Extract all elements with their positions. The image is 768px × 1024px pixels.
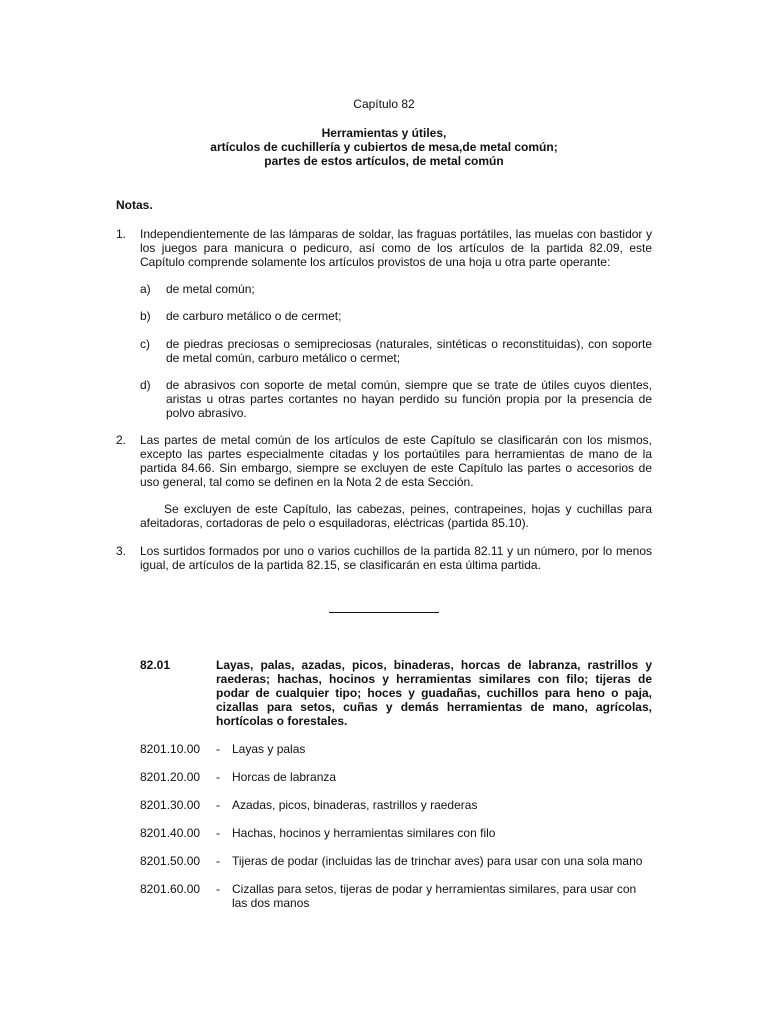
subitem-letter: d) <box>140 378 151 392</box>
tariff-code: 8201.30.00 <box>140 798 201 812</box>
note-text: Los surtidos formados por uno o varios cuchillos de la partida 82.11 y un número, por lo menos igual, de artículos de la partida 82.15, se clasificarán en esta última partida. <box>140 544 652 572</box>
subitem-text: de carburo metálico o de cermet; <box>166 309 342 323</box>
heading-text: Layas, palas, azadas, picos, binaderas, horcas de labranza, rastrillos y raederas; hachas, hocinos y herramientas similares con filo; tijeras de podar de cualquier tipo; hoces y guadañas, cuchillos para heno o paja, cizallas para setos, cuñas y demás herramientas de mano, agrícolas, hortícolas o forestales. <box>216 658 652 728</box>
tariff-description: Horcas de labranza <box>232 770 337 784</box>
heading-code: 82.01 <box>140 658 171 672</box>
tariff-dash: - <box>216 742 220 756</box>
note-number: 1. <box>116 227 127 241</box>
note-text: Las partes de metal común de los artículos de este Capítulo se clasificarán con los mismos, excepto las partes especialmente citadas y los portaútiles para herramientas de mano de la partida 84.66. Sin embargo, siempre se excluyen de este Capítulo las partes o accesorios de uso general, tal como se definen en la Nota 2 de esta Sección. <box>140 433 652 489</box>
tariff-code: 8201.20.00 <box>140 770 201 784</box>
tariff-code: 8201.10.00 <box>140 742 201 756</box>
subitem-letter: b) <box>140 309 151 323</box>
separator-rule <box>329 612 439 613</box>
tariff-dash: - <box>216 854 220 868</box>
chapter-label: Capítulo 82 <box>353 97 415 111</box>
tariff-code: 8201.60.00 <box>140 882 201 896</box>
note-number: 3. <box>116 544 127 558</box>
title-line-3: partes de estos artículos, de metal común <box>264 154 504 168</box>
subitem-text: de piedras preciosas o semipreciosas (naturales, sintéticas o reconstituidas), con soporte de metal común, carburo metálico o cermet; <box>166 337 652 365</box>
subitem-letter: a) <box>140 282 151 296</box>
title-line-1: Herramientas y útiles, <box>321 126 447 140</box>
notes-heading: Notas. <box>116 198 153 212</box>
tariff-dash: - <box>216 798 220 812</box>
tariff-code: 8201.50.00 <box>140 854 201 868</box>
tariff-dash: - <box>216 826 220 840</box>
tariff-description: Layas y palas <box>232 742 306 756</box>
subitem-text: de metal común; <box>166 282 255 296</box>
tariff-description: Hachas, hocinos y herramientas similares con filo <box>232 826 496 840</box>
subitem-letter: c) <box>140 337 150 351</box>
tariff-description: Azadas, picos, binaderas, rastrillos y raederas <box>232 798 478 812</box>
tariff-dash: - <box>216 770 220 784</box>
note-text: Independientemente de las lámparas de soldar, las fraguas portátiles, las muelas con bastidor y los juegos para manicura o pedicuro, así como de los artículos de la partida 82.09, este Capítulo comprende solamente los artículos provistos de una hoja u otra parte operante: <box>140 227 652 269</box>
note-number: 2. <box>116 433 127 447</box>
tariff-code: 8201.40.00 <box>140 826 201 840</box>
subitem-text: de abrasivos con soporte de metal común, siempre que se trate de útiles cuyos dientes, aristas u otras partes cortantes no hayan perdido su función propia por la presencia de polvo abrasivo. <box>166 378 652 420</box>
tariff-description: Cizallas para setos, tijeras de podar y herramientas similares, para usar con las dos manos <box>232 882 637 910</box>
title-line-2: artículos de cuchillería y cubiertos de mesa,de metal común; <box>210 140 558 154</box>
note-extra-paragraph: Se excluyen de este Capítulo, las cabezas, peines, contrapeines, hojas y cuchillas para afeitadoras, cortadoras de pelo o esquiladoras, eléctricas (partida 85.10). <box>140 502 652 530</box>
tariff-dash: - <box>216 882 220 896</box>
tariff-description: Tijeras de podar (incluidas las de trinchar aves) para usar con una sola mano <box>232 854 643 868</box>
